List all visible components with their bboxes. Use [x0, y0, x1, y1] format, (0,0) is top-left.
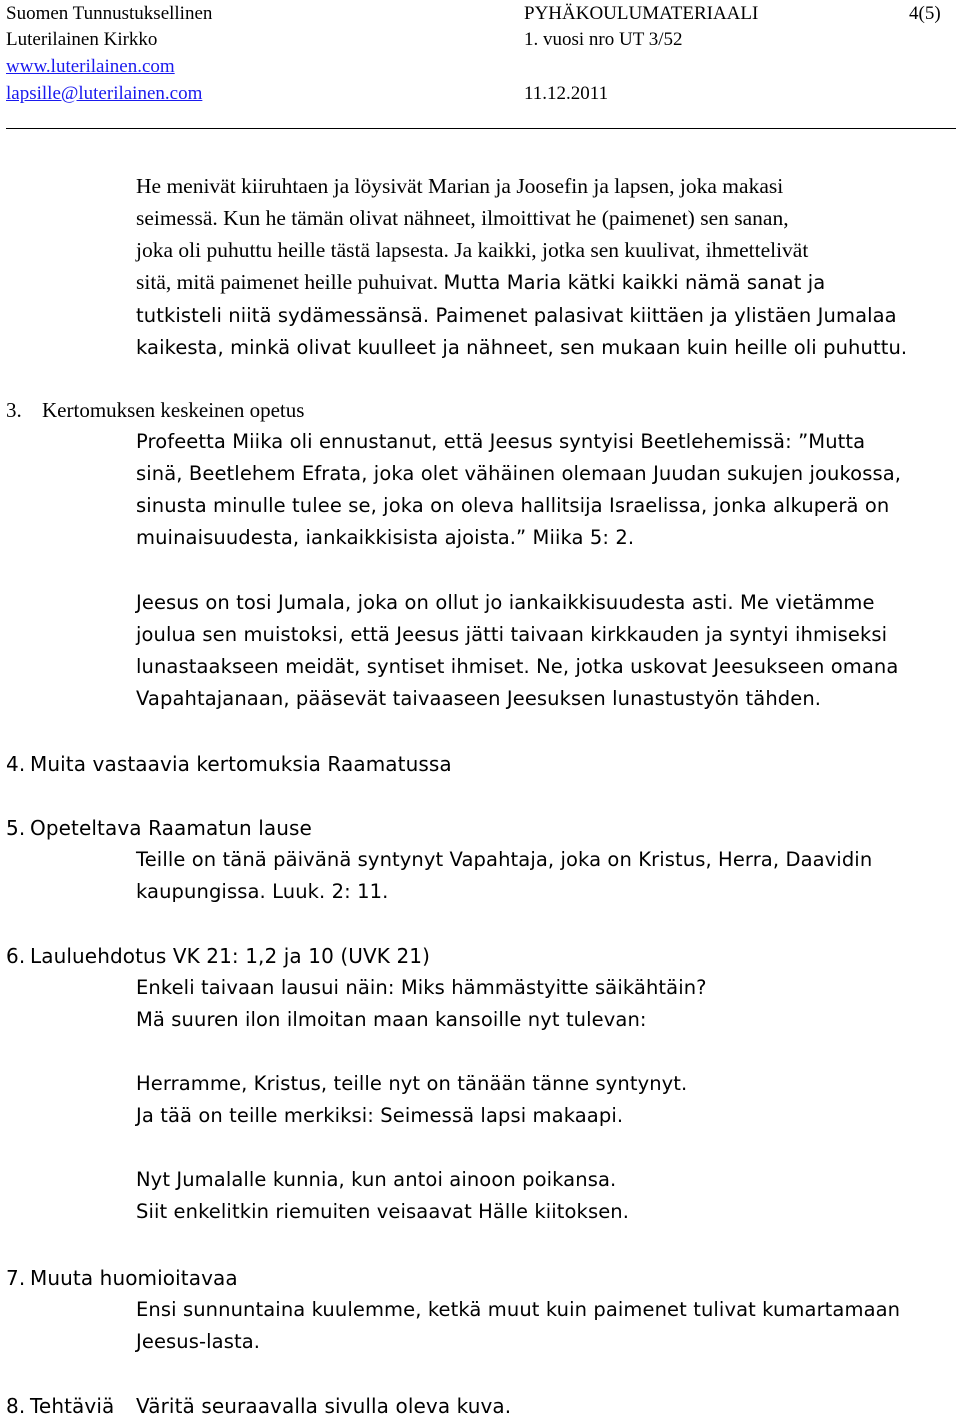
song-stanza-1: [136, 972, 956, 1036]
prophecy-line: sinä, Beetlehem Efrata, joka olet vähäinen olemaan Juudan sukujen joukossa,: [136, 462, 902, 485]
section-title: Opeteltava Raamatun lause: [30, 816, 312, 840]
section-6-heading: [6, 940, 430, 972]
intro-line: He menivät kiiruhtaen ja löysivät Marian ja Joosefin ja lapsen, joka makasi: [136, 174, 784, 198]
song-stanza-2: [136, 1068, 956, 1132]
song-stanza-3: [136, 1164, 956, 1228]
song-line: Siit enkelitkin riemuiten veisaavat Hälle kiitoksen.: [136, 1200, 630, 1223]
section-title: Muita vastaavia kertomuksia Raamatussa: [30, 752, 452, 776]
section-title: Lauluehdotus VK 21: 1,2 ja 10 (UVK 21): [30, 944, 431, 968]
song-line: Herramme, Kristus, teille nyt on tänään tänne syntynyt.: [136, 1072, 688, 1095]
verse-line: Teille on tänä päivänä syntynyt Vapahtaja, joka on Kristus, Herra, Daavidin: [136, 848, 873, 871]
prophecy-line: sinusta minulle tulee se, joka on oleva hallitsija Israelissa, jonka alkuperä on: [136, 494, 890, 517]
header-date: 11.12.2011: [524, 83, 609, 104]
teaching-line: lunastaakseen meidät, syntiset ihmiset. Ne, jotka uskovat Jeesukseen omana: [136, 655, 899, 678]
verse-line: kaupungissa. Luuk. 2: 11.: [136, 880, 389, 903]
section-number: 7.: [6, 1266, 26, 1290]
intro-line: seimessä. Kun he tämän olivat nähneet, ilmoittivat he (paimenet) sen sanan,: [136, 206, 789, 230]
header-material-title: PYHÄKOULUMATERIAALI: [524, 3, 759, 24]
section-8-heading: [6, 1390, 511, 1422]
section-title: Kertomuksen keskeinen opetus: [42, 398, 305, 422]
header-org-line1: Suomen Tunnustuksellinen: [6, 3, 213, 24]
section-3-teaching: [136, 587, 956, 715]
note-line: Ensi sunnuntaina kuulemme, ketkä muut kuin paimenet tulivat kumartamaan: [136, 1298, 901, 1321]
intro-line: joka oli puhuttu heille tästä lapsesta. Ja kaikki, jotka sen kuulivat, ihmettelivät: [136, 238, 809, 262]
section-7-heading: [6, 1262, 238, 1294]
section-title: Tehtäviä: [30, 1394, 115, 1418]
intro-run: Paimenet palasivat kiittäen ja ylistäen Jumalaa: [435, 304, 897, 327]
intro-line: [136, 299, 956, 332]
section-number: 8.: [6, 1394, 26, 1418]
header-lesson-ref: 1. vuosi nro UT 3/52: [524, 29, 683, 50]
intro-line: kaikesta, minkä olivat kuulleet ja nähneet, sen mukaan kuin heille oli puhuttu.: [136, 336, 908, 359]
header-email-link[interactable]: lapsille@luterilainen.com: [6, 83, 203, 104]
note-line: Jeesus-lasta.: [136, 1330, 261, 1353]
section-5-heading: [6, 812, 312, 844]
section-number: 4.: [6, 752, 26, 776]
prophecy-line: Profeetta Miika oli ennustanut, että Jeesus syntyisi Beetlehemissä: ”Mutta: [136, 430, 866, 453]
intro-run: sitä, mitä paimenet heille puhuivat.: [136, 270, 444, 294]
header-page-number: 4(5): [909, 3, 941, 24]
teaching-line: Vapahtajanaan, pääsevät taivaaseen Jeesuksen lunastustyön tähden.: [136, 687, 822, 710]
task-text: Väritä seuraavalla sivulla oleva kuva.: [136, 1394, 512, 1418]
section-3-prophecy: [136, 426, 956, 554]
song-line: Nyt Jumalalle kunnia, kun antoi ainoon poikansa.: [136, 1168, 617, 1191]
teaching-line: joulua sen muistoksi, että Jeesus jätti taivaan kirkkauden ja syntyi ihmiseksi: [136, 623, 888, 646]
section-5-verse: [136, 844, 956, 908]
section-title: Muuta huomioitavaa: [30, 1266, 238, 1290]
section-number: 3.: [6, 398, 22, 422]
section-4-heading: [6, 748, 452, 780]
song-line: Mä suuren ilon ilmoitan maan kansoille nyt tulevan:: [136, 1008, 647, 1031]
section-number: 5.: [6, 816, 26, 840]
intro-line: [136, 266, 956, 299]
header-divider: [6, 128, 956, 129]
intro-run: Mutta Maria kätki kaikki nämä sanat ja: [443, 271, 826, 294]
intro-run: tutkisteli niitä sydämessänsä.: [136, 304, 436, 327]
section-7-note: [136, 1294, 956, 1358]
teaching-line: Jeesus on tosi Jumala, joka on ollut jo iankaikkisuudesta asti. Me vietämme: [136, 591, 875, 614]
section-number: 6.: [6, 944, 26, 968]
prophecy-line: muinaisuudesta, iankaikkisista ajoista.” Miika 5: 2.: [136, 526, 635, 549]
header-org-line2: Luterilainen Kirkko: [6, 29, 158, 50]
song-line: Ja tää on teille merkiksi: Seimessä lapsi makaapi.: [136, 1104, 624, 1127]
header-website-link[interactable]: www.luterilainen.com: [6, 56, 175, 77]
section-3-heading: [6, 394, 304, 426]
intro-paragraph: [136, 170, 956, 364]
song-line: Enkeli taivaan lausui näin: Miks hämmästyitte säikähtäin?: [136, 976, 707, 999]
